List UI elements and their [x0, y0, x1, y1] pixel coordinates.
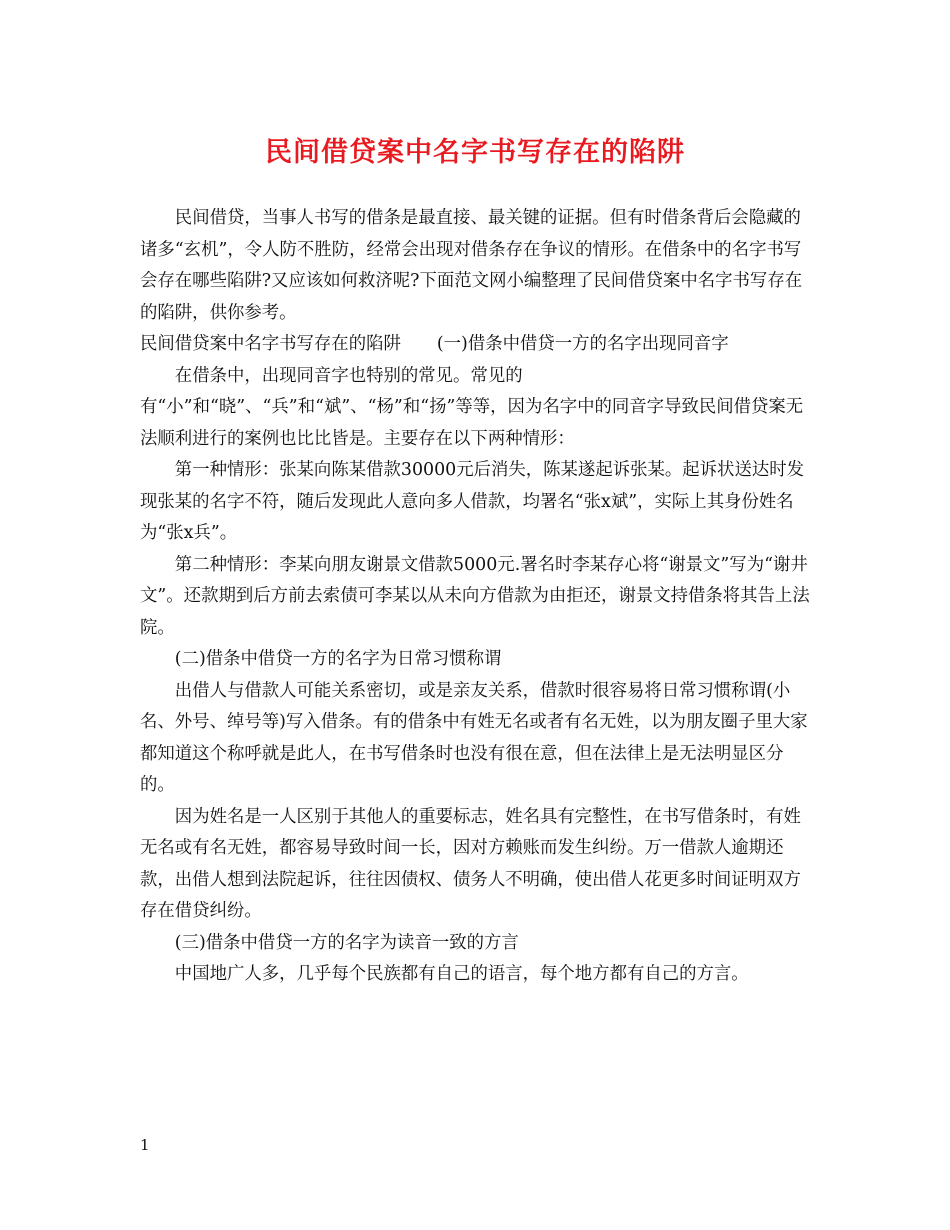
page-number: 1: [140, 1136, 150, 1154]
paragraph-name-integrity: 因为姓名是一人区别于其他人的重要标志，姓名具有完整性，在书写借条时，有姓无名或有名无姓，都容易导致时间一长，因对方赖账而发生纠纷。万一借款人逾期还款，出借人想到法院起诉，往往因债权、债务人不明确，使出借人花更多时间证明双方存在借贷纠纷。: [140, 806, 801, 921]
section-heading-three: (三)借条中借贷一方的名字为读音一致的方言: [174, 932, 519, 953]
paragraph-intro: 民间借贷，当事人书写的借条是最直接、最关键的证据。但有时借条背后会隐藏的诸多“玄机”，令人防不胜防，经常会出现对借条存在争议的情形。在借条中的名字书写会存在哪些陷阱?又应该如何救济呢?下面范文网小编整理了民间借贷案中名字书写存在的陷阱，供你参考。: [140, 208, 803, 323]
paragraph-case-one: 第一种情形：张某向陈某借款30000元后消失，陈某遂起诉张某。起诉状送达时发现张某的名字不符，随后发现此人意向多人借款，均署名“张x斌”，实际上其身份姓名为“张x兵”。: [140, 460, 805, 543]
heading-line-section-one: (一)借条中借贷一方的名字出现同音字: [436, 334, 729, 354]
paragraph-dialect: 中国地广人多，几乎每个民族都有自己的语言，每个地方都有自己的方言。: [174, 964, 749, 984]
paragraph-homophone: 在借条中，出现同音字也特别的常见。常见的有“小”和“晓”、“兵”和“斌”、“杨”和“扬”等等，因为名字中的同音字导致民间借贷案无法顺利进行的案例也比比皆是。主要存在以下两种情形：: [140, 365, 804, 449]
document-title: 民间借贷案中名字书写存在的陷阱: [265, 137, 685, 168]
section-heading-two: (二)借条中借贷一方的名字为日常习惯称谓: [174, 649, 502, 669]
document-body: [140, 203, 812, 991]
heading-line-title: 民间借贷案中名字书写存在的陷阱: [140, 334, 401, 354]
paragraph-nickname: 出借人与借款人可能关系密切，或是亲友关系，借款时很容易将日常习惯称谓(小名、外号、绰号等)写入借条。有的借条中有姓无名或者有名无姓，以为朋友圈子里大家都知道这个称呼就是此人，在书写借条时也没有很在意，但在法律上是无法明显区分的。: [140, 680, 808, 795]
paragraph-case-two: 第二种情形：李某向朋友谢景文借款5000元.署名时李某存心将“谢景文”写为“谢井文”。还款期到后方前去索债可李某以从未向方借款为由拒还，谢景文持借条将其告上法院。: [140, 554, 810, 638]
section-heading-line: [140, 329, 812, 361]
